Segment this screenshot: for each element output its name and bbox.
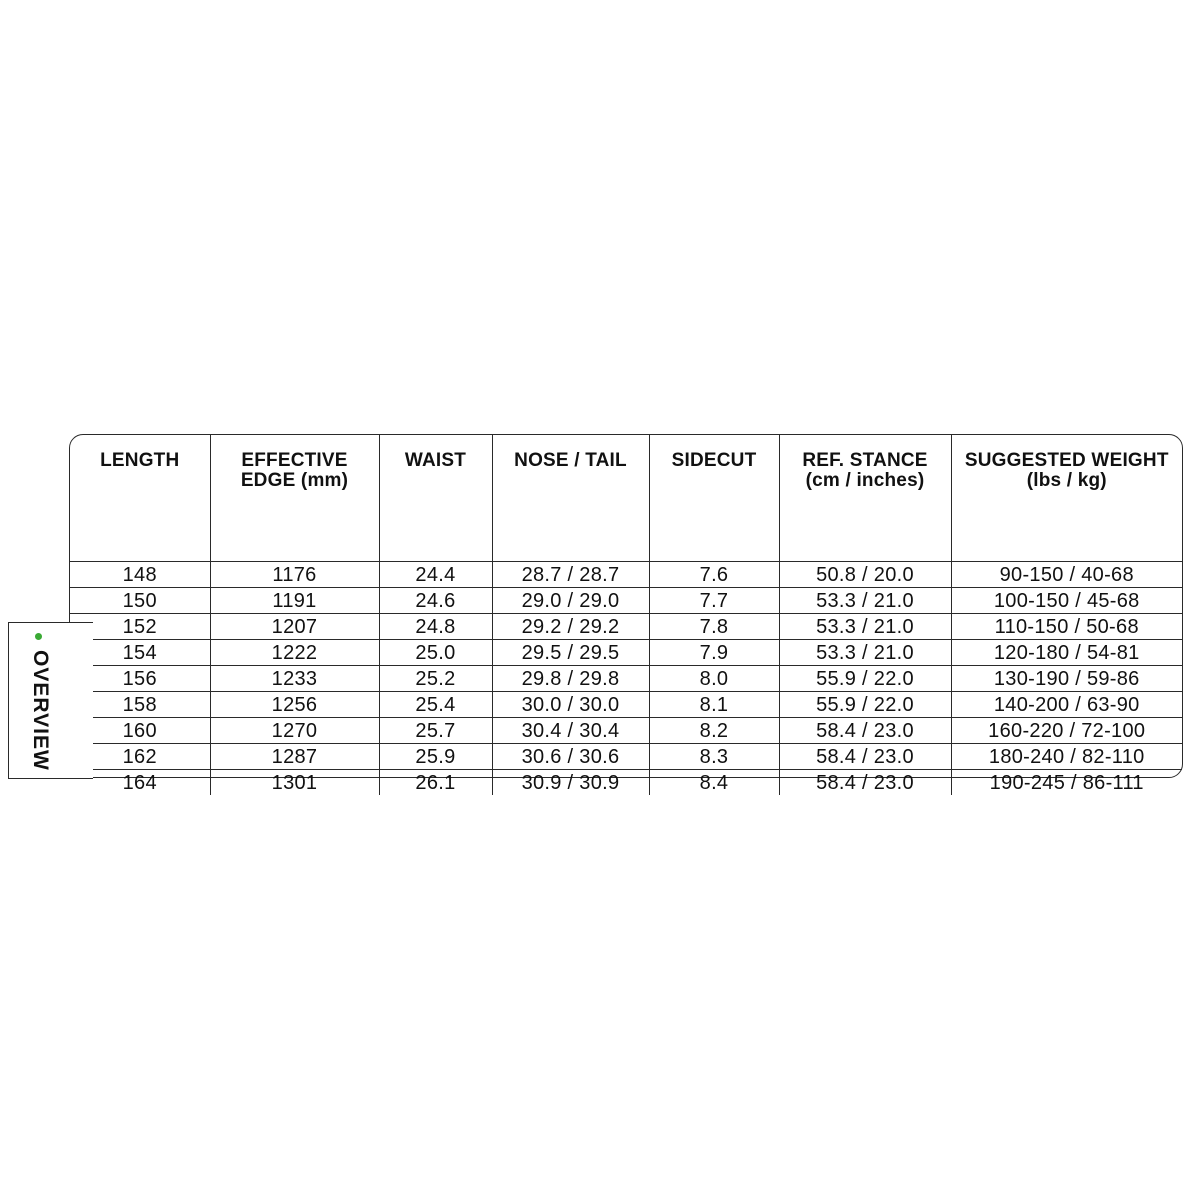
cell-length: 162 bbox=[70, 744, 210, 770]
table-row bbox=[70, 588, 1182, 614]
cell-ref-stance: 58.4 / 23.0 bbox=[779, 770, 951, 796]
cell-effective-edge: 1287 bbox=[210, 744, 379, 770]
cell-nose-tail: 29.5 / 29.5 bbox=[492, 640, 649, 666]
cell-sidecut: 7.9 bbox=[649, 640, 779, 666]
cell-ref-stance: 58.4 / 23.0 bbox=[779, 744, 951, 770]
header-length: LENGTH bbox=[70, 435, 210, 562]
cell-effective-edge: 1207 bbox=[210, 614, 379, 640]
cell-waist: 25.7 bbox=[379, 718, 492, 744]
cell-waist: 24.6 bbox=[379, 588, 492, 614]
cell-sidecut: 8.2 bbox=[649, 718, 779, 744]
table-row bbox=[70, 562, 1182, 588]
cell-ref-stance: 55.9 / 22.0 bbox=[779, 692, 951, 718]
cell-nose-tail: 30.9 / 30.9 bbox=[492, 770, 649, 796]
cell-suggested-weight: 90-150 / 40-68 bbox=[951, 562, 1182, 588]
size-chart-table bbox=[70, 435, 1182, 795]
cell-waist: 26.1 bbox=[379, 770, 492, 796]
cell-suggested-weight: 140-200 / 63-90 bbox=[951, 692, 1182, 718]
cell-effective-edge: 1176 bbox=[210, 562, 379, 588]
header-suggested-weight: SUGGESTED WEIGHT (lbs / kg) bbox=[951, 435, 1182, 562]
cell-nose-tail: 29.8 / 29.8 bbox=[492, 666, 649, 692]
cell-effective-edge: 1270 bbox=[210, 718, 379, 744]
cell-waist: 24.4 bbox=[379, 562, 492, 588]
cell-ref-stance: 53.3 / 21.0 bbox=[779, 614, 951, 640]
header-nose-tail: NOSE / TAIL bbox=[492, 435, 649, 562]
header-waist: WAIST bbox=[379, 435, 492, 562]
cell-ref-stance: 50.8 / 20.0 bbox=[779, 562, 951, 588]
cell-ref-stance: 55.9 / 22.0 bbox=[779, 666, 951, 692]
size-chart-card bbox=[69, 434, 1183, 794]
cell-nose-tail: 30.0 / 30.0 bbox=[492, 692, 649, 718]
cell-suggested-weight: 190-245 / 86-111 bbox=[989, 771, 1144, 794]
cell-sidecut: 7.6 bbox=[649, 562, 779, 588]
cell-nose-tail: 29.0 / 29.0 bbox=[492, 588, 649, 614]
cell-sidecut: 8.3 bbox=[649, 744, 779, 770]
cell-nose-tail: 30.4 / 30.4 bbox=[492, 718, 649, 744]
cell-length: 164 bbox=[70, 770, 210, 796]
cell-waist: 25.0 bbox=[379, 640, 492, 666]
table-row bbox=[70, 718, 1182, 744]
cell-waist: 25.4 bbox=[379, 692, 492, 718]
cell-nose-tail: 28.7 / 28.7 bbox=[492, 562, 649, 588]
table-row bbox=[70, 666, 1182, 692]
cell-length: 156 bbox=[70, 666, 210, 692]
header-ref-stance: REF. STANCE (cm / inches) bbox=[779, 435, 951, 562]
cell-suggested-weight: 120-180 / 54-81 bbox=[951, 640, 1182, 666]
cell-effective-edge: 1233 bbox=[210, 666, 379, 692]
cell-suggested-weight: 160-220 / 72-100 bbox=[951, 718, 1182, 744]
table-row bbox=[70, 614, 1182, 640]
cell-effective-edge: 1191 bbox=[210, 588, 379, 614]
cell-effective-edge: 1301 bbox=[210, 770, 379, 796]
cell-suggested-weight: 100-150 / 45-68 bbox=[951, 588, 1182, 614]
cell-length: 150 bbox=[70, 588, 210, 614]
cell-waist: 24.8 bbox=[379, 614, 492, 640]
cell-waist: 25.9 bbox=[379, 744, 492, 770]
cell-effective-edge: 1222 bbox=[210, 640, 379, 666]
cell-waist: 25.2 bbox=[379, 666, 492, 692]
cell-suggested-weight: 130-190 / 59-86 bbox=[951, 666, 1182, 692]
table-row bbox=[70, 770, 1182, 796]
cell-ref-stance: 53.3 / 21.0 bbox=[779, 640, 951, 666]
cell-effective-edge: 1256 bbox=[210, 692, 379, 718]
cell-suggested-weight: 110-150 / 50-68 bbox=[951, 614, 1182, 640]
status-dot-icon bbox=[35, 633, 42, 640]
table-row bbox=[70, 692, 1182, 718]
cell-sidecut: 7.8 bbox=[649, 614, 779, 640]
cell-length: 148 bbox=[70, 562, 210, 588]
header-sidecut: SIDECUT bbox=[649, 435, 779, 562]
table-row bbox=[70, 640, 1182, 666]
cell-length: 152 bbox=[70, 614, 210, 640]
cell-length: 154 bbox=[70, 640, 210, 666]
table-row bbox=[70, 744, 1182, 770]
cell-nose-tail: 29.2 / 29.2 bbox=[492, 614, 649, 640]
cell-sidecut: 7.7 bbox=[649, 588, 779, 614]
cell-length: 160 bbox=[70, 718, 210, 744]
overview-tab-label: OVERVIEW bbox=[29, 650, 52, 771]
cell-nose-tail: 30.6 / 30.6 bbox=[492, 744, 649, 770]
cell-sidecut: 8.1 bbox=[649, 692, 779, 718]
table-header-row bbox=[70, 435, 1182, 562]
header-effective-edge: EFFECTIVE EDGE (mm) bbox=[210, 435, 379, 562]
cell-ref-stance: 53.3 / 21.0 bbox=[779, 588, 951, 614]
cell-sidecut: 8.0 bbox=[649, 666, 779, 692]
cell-length: 158 bbox=[70, 692, 210, 718]
cell-suggested-weight: 180-240 / 82-110 bbox=[951, 744, 1182, 770]
cell-ref-stance: 58.4 / 23.0 bbox=[779, 718, 951, 744]
cell-sidecut: 8.4 bbox=[649, 770, 779, 796]
